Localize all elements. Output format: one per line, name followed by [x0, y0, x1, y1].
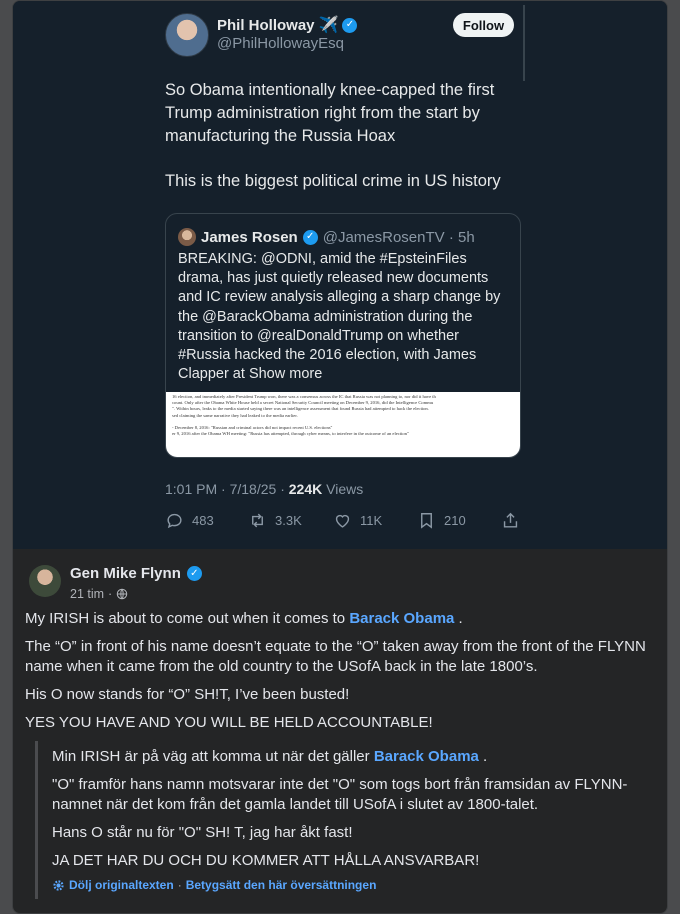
- share-button[interactable]: [501, 511, 520, 530]
- tweet-screenshot[interactable]: [13, 1, 668, 549]
- translation-block: [35, 741, 653, 899]
- follow-button[interactable]: Follow: [453, 13, 514, 37]
- like-count: 11K: [360, 513, 383, 528]
- bookmark-icon: [417, 511, 436, 530]
- reply-icon: [165, 511, 184, 530]
- share-icon: [501, 511, 520, 530]
- tweet-paragraph: This is the biggest political crime in US history: [165, 172, 501, 190]
- bookmark-button[interactable]: [417, 511, 466, 530]
- image-text-line: sed claiming the same narrative they had leaked to the media earlier.: [172, 412, 298, 418]
- post-card: [12, 0, 668, 914]
- translated-paragraph: JA DET HAR DU OCH DU KOMMER ATT HÅLLA ANSVARBAR!: [52, 852, 480, 869]
- tweet-time: 1:01 PM: [165, 481, 218, 497]
- repost-button[interactable]: [248, 511, 302, 530]
- reply-count: 483: [192, 513, 214, 528]
- post-paragraph: [25, 609, 655, 629]
- quoted-author-handle: @JamesRosenTV · 5h: [322, 228, 475, 246]
- post-paragraph: YES YOU HAVE AND YOU WILL BE HELD ACCOUNTABLE!: [25, 714, 433, 731]
- tweet-author-name-text: Phil Holloway: [217, 16, 315, 34]
- translated-paragraph: [52, 747, 653, 767]
- tweet-date: 7/18/25: [229, 481, 277, 497]
- image-text-line: - December 8, 2016: "Russian and criminal actors did not impact recent U.S. elections": [172, 425, 333, 431]
- post-author-avatar[interactable]: [29, 565, 61, 597]
- translated-text-span: .: [483, 748, 488, 765]
- tweet-text: [165, 79, 525, 193]
- divider: [523, 5, 525, 81]
- hide-original-link[interactable]: Dölj originaltexten: [69, 878, 174, 892]
- airplane-icon: ✈️: [318, 17, 339, 34]
- reply-button[interactable]: [165, 511, 214, 530]
- tweet-meta: 1:01 PM · 7/18/25 · 224K Views: [165, 481, 364, 497]
- translated-paragraph: Hans O står nu för "O" SH! T, jag har åkt fast!: [52, 824, 353, 841]
- quoted-tweet-image[interactable]: [166, 392, 521, 458]
- translated-paragraph: "O" framför hans namn motsvarar inte det "O" som togs bort från framsidan av FLYNN-namnet när det kom från det gamla landet till USofA i slutet av 1800-talet.: [52, 776, 628, 813]
- heart-icon: [333, 511, 352, 530]
- like-button[interactable]: [333, 511, 382, 530]
- post-timestamp[interactable]: [70, 587, 128, 601]
- quoted-author-avatar: [178, 228, 196, 246]
- quoted-tweet[interactable]: [165, 213, 521, 458]
- image-text-line: 16 election, and immediately after President Trump won, there was a consensus across the IC that Russia was not planning to, nor did it have th: [172, 394, 436, 399]
- post-paragraph: The “O” in front of his name doesn’t equate to the “O” taken away from the front of the FLYNN name when it came from the old country to the USofA back in the late 1800’s.: [25, 638, 646, 675]
- post-paragraph: His O now stands for “O” SH!T, I’ve been busted!: [25, 686, 350, 703]
- translated-text: [52, 741, 653, 871]
- show-more-link[interactable]: Show more: [248, 366, 323, 383]
- separator-dot: ·: [177, 878, 182, 892]
- separator-dot: ·: [108, 587, 113, 601]
- tweet-paragraph: So Obama intentionally knee-capped the first Trump administration right from the start by manufacturing the Russia Hoax: [165, 81, 495, 145]
- repost-count: 3.3K: [275, 513, 302, 528]
- tweet-views-label: Views: [326, 481, 364, 497]
- gear-icon: [52, 879, 65, 892]
- tweet-author-name: [217, 15, 357, 35]
- verified-badge-icon: ✓: [187, 566, 202, 581]
- quoted-author-name: James Rosen: [201, 228, 298, 246]
- mention-link[interactable]: Barack Obama: [373, 748, 479, 765]
- post-author-name-text[interactable]: Gen Mike Flynn: [70, 565, 181, 582]
- tweet-views-count: 224K: [288, 481, 323, 497]
- post-text: .: [458, 610, 463, 627]
- globe-icon: [116, 588, 128, 600]
- post-time[interactable]: 21 tim: [70, 587, 105, 601]
- post-body: [25, 609, 655, 741]
- image-text-line: er 9, 2016 after the Obama WH meeting: "Russia has attempted, through cyber means, to interfere in the outcome of an election": [172, 431, 409, 437]
- repost-icon: [248, 511, 267, 530]
- tweet-author-handle: @PhilHollowayEsq: [217, 35, 344, 52]
- post-text: My IRISH is about to come out when it comes to: [25, 610, 346, 627]
- translated-text-span: Min IRISH är på väg att komma ut när det gäller: [52, 748, 370, 765]
- tweet-action-bar: [165, 511, 521, 531]
- image-text-line: count. Only after the Obama White House held a secret National Security Council meeting on December 9, 2016, did the Intelligence Commu: [172, 400, 434, 406]
- mention-link[interactable]: Barack Obama: [349, 610, 455, 627]
- quoted-tweet-header: [178, 228, 475, 246]
- bookmark-count: 210: [444, 513, 466, 528]
- rate-translation-link[interactable]: Betygsätt den här översättningen: [185, 878, 377, 892]
- image-text-line: ". Within hours, leaks to the media started saying there was an intelligence assessment that found Russia had attempted to hack the election.: [172, 406, 429, 412]
- translation-links: [52, 878, 376, 892]
- verified-badge-icon: ✓: [342, 18, 357, 33]
- quoted-text-body: BREAKING: @ODNI, amid the #EpsteinFiles drama, has just quietly released new documents and IC review analysis alleging a sharp change by the @BarackObama administration during the transition to @realDonaldTrump on whether #Russia hacked the 2016 election, with James Clapper at: [178, 251, 501, 383]
- verified-badge-icon: ✓: [303, 230, 318, 245]
- post-author-name[interactable]: [70, 565, 202, 582]
- tweet-author-avatar: [165, 13, 209, 57]
- quoted-tweet-text: [178, 250, 514, 384]
